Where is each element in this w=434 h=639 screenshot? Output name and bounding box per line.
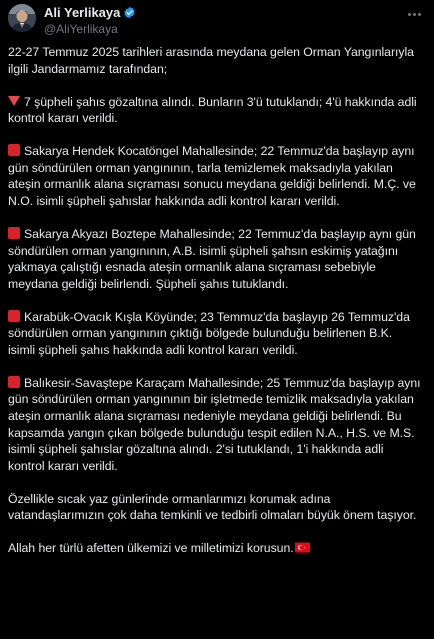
- incident-text: Sakarya Hendek Kocatöngel Mahallesinde; 22 Temmuz'da başlayıp aynı gün söndürülen orman yangınının, tarla temizlemek maksadıyla yakılan ateşin ormanlık alana sıçraması sonucu meydana geldiği belirlendi. M.Ç. ve N.O. isimli şüpheli şahıslar hakkında adli kontrol kararı verildi.: [8, 144, 416, 208]
- turkey-flag-icon: [295, 542, 310, 553]
- red-square-icon: [8, 144, 20, 156]
- incident-text: Sakarya Akyazı Boztepe Mahallesinde; 22 Temmuz'da başlayıp aynı gün söndürülen orman yangınının, A.B. isimli şüpheli şahsın eskimiş yatağını yakmaya çalıştığı esnada ateşin ormanlık alana sıçraması sebebiyle meydana geldiği belirlendi. Şüpheli şahıs tutuklandı.: [8, 226, 416, 291]
- name-row: [44, 5, 136, 20]
- profile-photo-icon: [8, 4, 36, 32]
- summary-text: 7 şüpheli şahıs gözaltına alındı. Bunların 3'ü tutuklandı; 4'ü hakkında adli kontrol kararı verildi.: [8, 94, 417, 126]
- incident-text: Balıkesir-Savaştepe Karaçam Mahallesinde; 25 Temmuz'da başlayıp aynı gün söndürülen orman yangınının bir işletmede temizlik maksadıyla yakılan ateşin ormanlık alana sıçraması nedeniyle meydana geldiği belirlendi. Bu kapsamda yangın çıkan bölgede bulunduğu tespit edilen N.A., H.S. ve M.S. isimli şüpheli şahıslar gözaltına alındı. 2'si tutuklandı, 1'i hakkında adli kontrol kararı verildi.: [8, 375, 421, 473]
- red-square-icon: [8, 376, 20, 388]
- handle[interactable]: @AliYerlikaya: [44, 22, 118, 36]
- summary-paragraph: [8, 94, 422, 127]
- closing-paragraph: [8, 540, 422, 557]
- red-down-triangle-icon: [8, 96, 20, 106]
- avatar[interactable]: [8, 4, 36, 32]
- incident-item: [8, 226, 422, 292]
- red-square-icon: [8, 310, 20, 322]
- closing-text: Allah her türlü afetten ülkemizi ve milletimizi korusun.: [8, 541, 294, 556]
- tweet-header: [8, 4, 426, 44]
- display-name[interactable]: Ali Yerlikaya: [44, 5, 121, 20]
- more-options-icon[interactable]: [404, 6, 424, 22]
- appeal-paragraph: [8, 491, 422, 524]
- incident-text: Karabük-Ovacık Kışla Köyünde; 23 Temmuz'da başlayıp 26 Temmuz'da söndürülen orman yangınının çıktığı bölgede bulunduğu belirlenen B.K. isimli şüpheli şahıs hakkında adli kontrol kararı verildi.: [8, 309, 410, 357]
- incident-item: [8, 143, 422, 209]
- appeal-text: Özellikle sıcak yaz günlerinde ormanlarımızı korumak adına vatandaşlarımızın çok daha temkinli ve tedbirli olmaları büyük önem taşıyor.: [8, 491, 417, 523]
- red-square-icon: [8, 227, 20, 239]
- incident-item: [8, 309, 422, 359]
- intro-text: 22-27 Temmuz 2025 tarihleri arasında meydana gelen Orman Yangınlarıyla ilgili Jandarmamız tarafından;: [8, 45, 414, 76]
- verified-badge-icon: [123, 6, 136, 19]
- incident-item: [8, 375, 422, 475]
- intro-paragraph: [8, 44, 422, 77]
- tweet-text: [8, 44, 422, 557]
